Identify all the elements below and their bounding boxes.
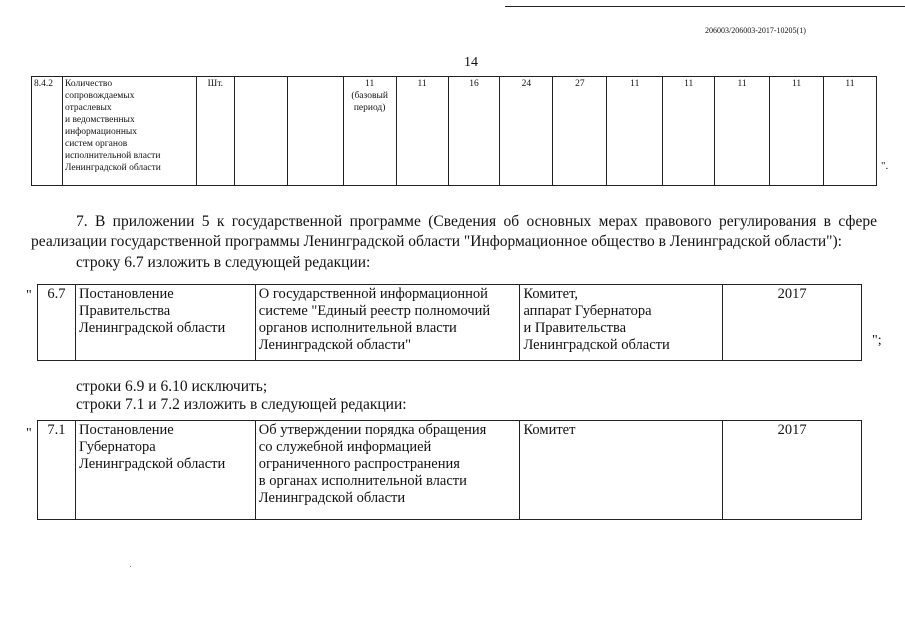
row-number: 8.4.2 (32, 77, 63, 186)
value-cell: 16 (448, 77, 500, 186)
act-title: Об утверждении порядка обращения со служебной информацией ограниченного распространения в органах исполнительной власти Ленинградской области (255, 421, 520, 520)
value-cell: 11 (715, 77, 770, 186)
year: 2017 (723, 421, 862, 520)
instruction-line: строки 6.9 и 6.10 исключить; (76, 378, 268, 395)
value-cell: 27 (553, 77, 607, 186)
executor: Комитет (520, 421, 723, 520)
document-id: 206003/206003-2017-10205(1) (705, 26, 806, 35)
act-type: Постановление Правительства Ленинградской области (75, 285, 255, 361)
instruction-line: строку 6.7 изложить в следующей редакции: (76, 254, 371, 271)
page-number: 14 (464, 55, 478, 70)
top-rule (505, 6, 905, 7)
value-cell: 11 (823, 77, 876, 186)
base-value: 11 (базовый период) (343, 77, 396, 186)
value-cell: 11 (607, 77, 663, 186)
value-cell: 11 (770, 77, 824, 186)
empty-cell (287, 77, 343, 186)
empty-cell (234, 77, 287, 186)
open-quote: " (26, 288, 32, 303)
instruction-line: строки 7.1 и 7.2 изложить в следующей редакции: (76, 396, 407, 413)
value-cell: 11 (396, 77, 448, 186)
act-type: Постановление Губернатора Ленинградской области (75, 421, 255, 520)
table-row (38, 421, 862, 520)
table-row (38, 285, 862, 361)
year: 2017 (723, 285, 862, 361)
row-number: 7.1 (38, 421, 76, 520)
act-title: О государственной информационной системе "Единый реестр полномочий органов исполнительной власти Ленинградской области" (255, 285, 520, 361)
open-quote: " (26, 426, 32, 441)
row-number: 6.7 (38, 285, 76, 361)
paragraph-7: 7. В приложении 5 к государственной программе (Сведения об основных мерах правового регулирования в сфере реализации государственной программы Ленинградской области "Информационное общество в Ленинградской области"): (31, 213, 877, 250)
regulation-table (37, 284, 862, 361)
regulation-table (37, 420, 862, 520)
closing-quote: "; (872, 333, 882, 348)
value-cell: 24 (500, 77, 553, 186)
closing-quote: ". (881, 160, 889, 172)
table-row (32, 77, 877, 186)
indicator-table (31, 76, 877, 186)
value-cell: 11 (663, 77, 715, 186)
indicator-name: Количество сопровождаемых отраслевых и ведомственных информационных систем органов исполнительной власти Ленинградской области (62, 77, 196, 186)
executor: Комитет, аппарат Губернатора и Правительства Ленинградской области (520, 285, 723, 361)
scan-speck (130, 566, 131, 567)
unit: Шт. (196, 77, 234, 186)
